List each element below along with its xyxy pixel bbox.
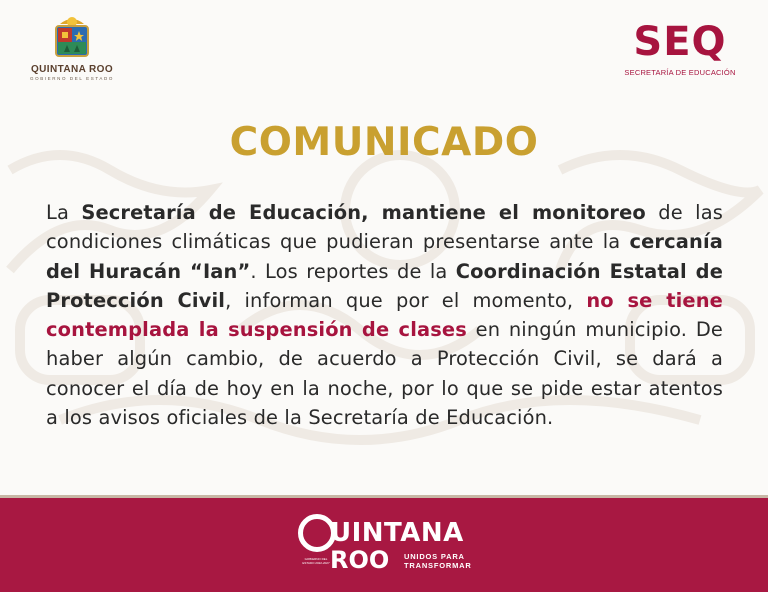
body-text: en ningún municipio. De haber algún cambio, de acuerdo a Protección Civil, se dará a conocer el día de hoy en la noche, por lo que se pide estar atentos a los avisos oficiales de la Secretaría de Educación. xyxy=(46,318,723,430)
footer-tiny-text: GOBIERNO DEL ESTADO 2022-2027 xyxy=(302,557,330,565)
body-text: . Los reportes de la xyxy=(250,259,456,283)
body-text: de las condiciones climáticas que pudieran presentarse ante la xyxy=(46,201,723,254)
footer-tagline-line2: TRANSFORMAR xyxy=(404,561,472,570)
footer-logo-top: UINTANA xyxy=(330,518,464,548)
seq-logo xyxy=(618,19,742,77)
footer-banner xyxy=(0,495,768,592)
footer-logo-bottom: ROO xyxy=(330,546,390,574)
body-bold-text: Secretaría de Educación, mantiene el monitoreo xyxy=(81,201,646,224)
body-text: , informan que por el momento, xyxy=(225,288,587,312)
footer-tagline xyxy=(404,552,472,570)
body-bold-text: Coordinación Estatal de Protección Civil xyxy=(46,259,724,312)
body-highlight-text: no se tiene contemplada la suspensión de clases xyxy=(46,288,723,342)
seq-logo-subtitle: SECRETARÍA DE EDUCACIÓN xyxy=(624,68,736,77)
quintana-roo-footer-logo xyxy=(300,516,480,578)
communique-body xyxy=(46,198,723,432)
quintana-roo-state-logo xyxy=(24,14,120,81)
state-logo-name: QUINTANA ROO xyxy=(30,64,114,75)
footer-tagline-line1: UNIDOS PARA xyxy=(404,552,465,561)
body-text: La xyxy=(46,201,82,224)
coat-of-arms-icon xyxy=(52,14,92,62)
seq-logo-title: SEQ xyxy=(633,19,727,65)
body-bold-text: cercanía del Huracán “Ian” xyxy=(46,230,723,283)
state-logo-subtitle: GOBIERNO DEL ESTADO xyxy=(30,76,114,81)
page-title: COMUNICADO xyxy=(229,120,539,165)
